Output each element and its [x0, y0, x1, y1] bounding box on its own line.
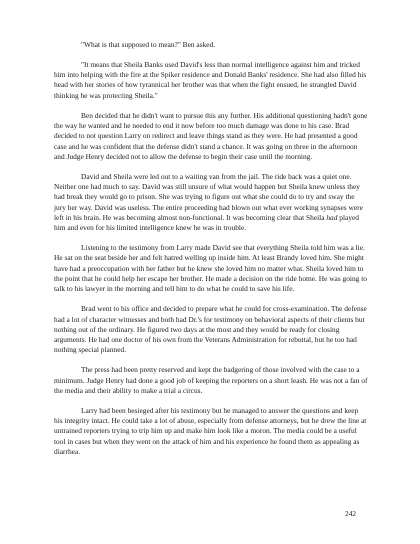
paragraph-text: "It means that Sheila Banks used David's less than normal intelligence against him and tricked him into helping with the fire at the Spiker residence and Donald Banks' residence. She had also filled his head with her stories of how tyrannical her brother was that when the fight ensued, he strangled David thinking he was protecting Sheila.": [54, 59, 367, 100]
paragraph-text: played him and even for his limited intelligence knew he was in trouble.: [54, 212, 360, 233]
paragraph-text: Listening to the testimony from Larry made David see that everything Sheila told him was a lie. He sat on the seat beside her and felt hatred welling up inside him. At least Brandy loved him. She might have had a preoccupation with her father but he knew she loved him no matter what. Sheila loved him to the point that he could help her escape her brother. He made a decision on the ride home. He was going to talk to his lawyer in the morning and tell him to do what he could to save his life.: [54, 243, 367, 294]
paragraph-text: David and Sheila were led out to a waiting van from the jail. The ride back was a quiet one. Neither one had much to say. David was still unsure of what would happen but Sheila knew unless they had break they would go to prison. She was trying to figure out what she could do to try and sway the jury her way. David was useless. The entire proceeding had blown out what ever working synapses were left in his brain. He was becoming almost non-functional. It was becoming clear that Sheila: [54, 171, 363, 222]
paragraph-text: Brad went to his office and decided to prepare what he could for cross-examination. The defense had a lot of character witnesses and both had Dr.'s for testimony on behavioral aspects of their clients but nothing out of the ordinary. He figured two days at the most and they would be ready for closing arguments. He had one doctor of his own from the Veterans Administration for rebuttal, but he too had nothing special planned.: [54, 304, 367, 355]
paragraph-text: "What is that supposed to mean?" Ben asked.: [81, 40, 216, 49]
emphasis-text: had: [326, 212, 338, 222]
paragraph: [54, 304, 368, 355]
paragraph-text: Ben decided that he didn't want to pursue this any further. His additional questioning hadn't gone the way he wanted and he needed to end it now before too much damage was done to his case. Brad decided to not question Larry on redirect and leave things stand as they were. He had presented a good case and he was confident that the defense didn't stand a chance. It was going on three in the afternoon and Judge Henry decided not to allow the defense to begin their case until the morning.: [54, 110, 368, 161]
paragraph: [54, 60, 368, 101]
paragraph: [54, 40, 368, 50]
paragraph: [54, 365, 368, 396]
page-body: [54, 40, 368, 467]
paragraph-text: Larry had been besieged after his testimony but he managed to answer the questions and keep his integrity intact. He could take a lot of abuse, especially from defense attorneys, but he drew the line at untrained reporters trying to trip him up and make him look like a moron. The media could be a useful tool in cases but when they went on the attack of him and his experience he found them as appealing as diarrhea.: [54, 405, 367, 456]
paragraph: [54, 111, 368, 162]
paragraph: [54, 406, 368, 457]
page-number: 242: [345, 509, 357, 518]
paragraph: [54, 243, 368, 294]
paragraph: [54, 172, 368, 234]
paragraph-text: The press had been pretty reserved and kept the badgering of those involved with the case to a minimum. Judge Henry had done a good job of keeping the reporters on a short leash. He was not a fan of the media and their ability to make a trial a circus.: [54, 365, 368, 395]
